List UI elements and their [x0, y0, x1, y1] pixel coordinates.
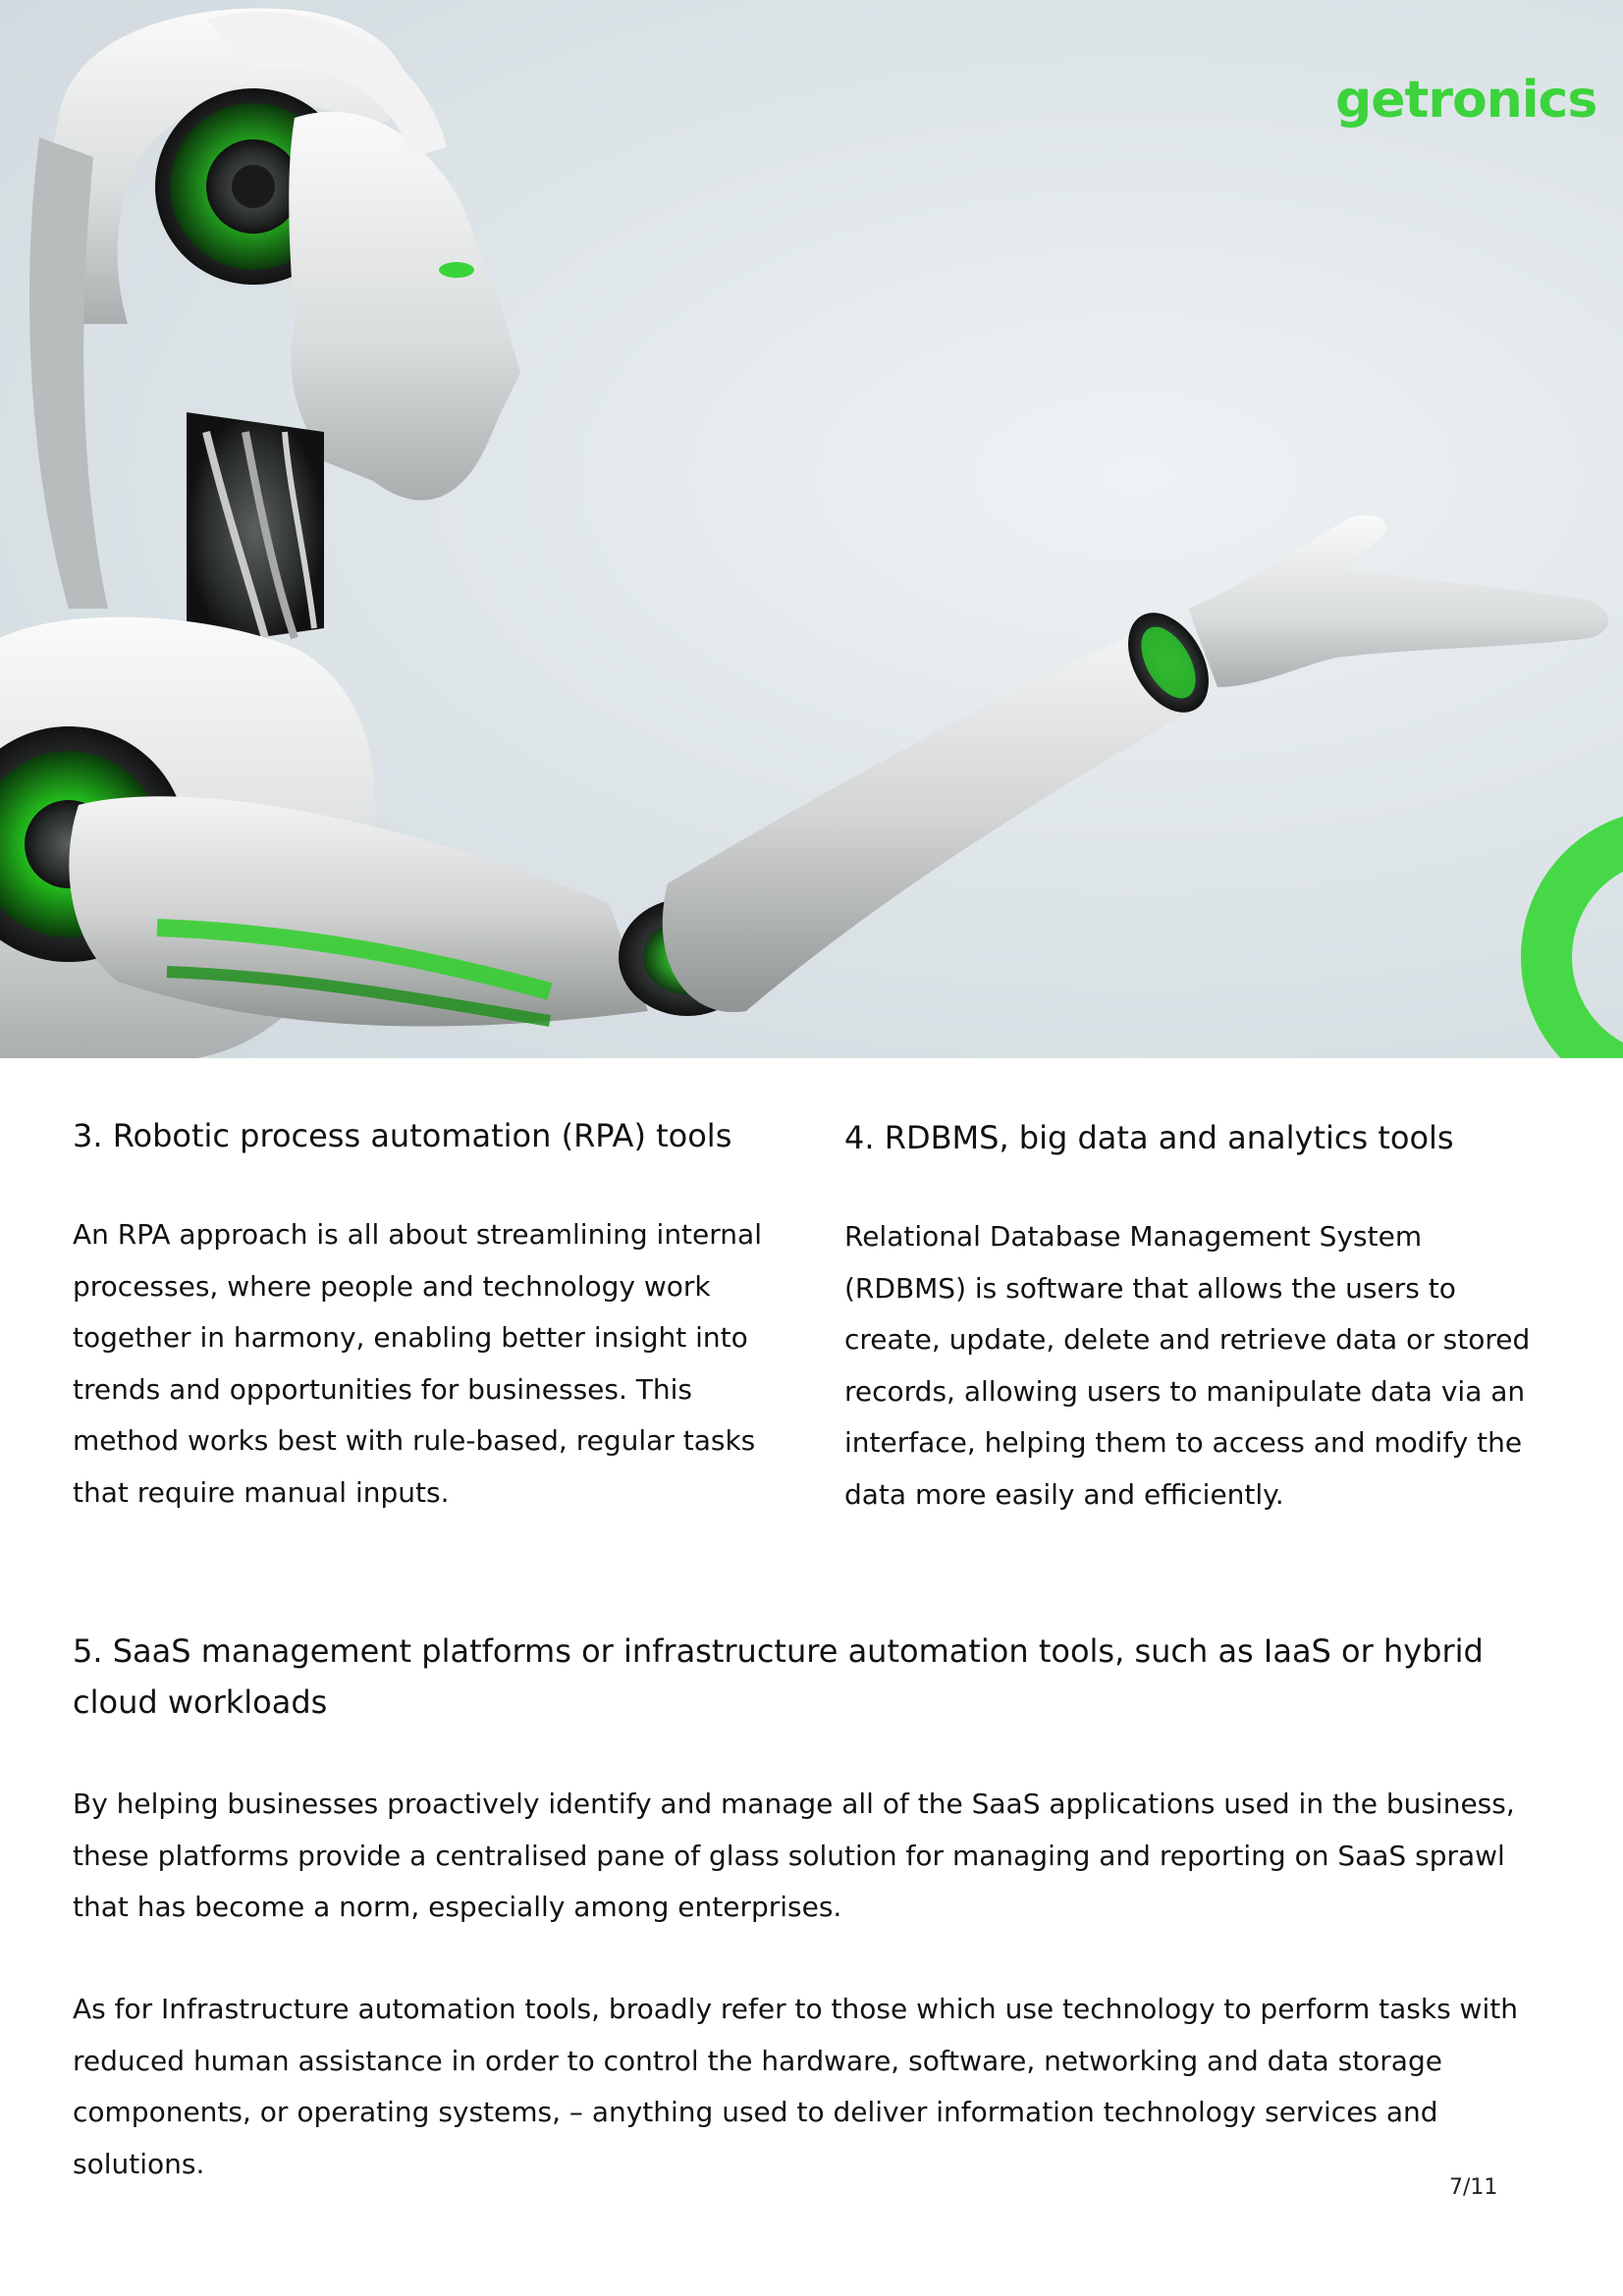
section-5-heading: 5. SaaS management platforms or infrastructure automation tools, such as IaaS or hybrid cloud workloads [73, 1632, 1484, 1721]
robot-illustration [0, 0, 1623, 1058]
section-5-paragraph-2: As for Infrastructure automation tools, broadly refer to those which use technology to perform tasks with reduced human assistance in order to control the hardware, software, networking and data storage components, or operating systems, – anything used to deliver information technology services and solutions. [73, 1993, 1518, 2180]
page-number: 7/11 [1449, 2175, 1498, 2200]
hero-image [0, 0, 1623, 1058]
section-3-heading: 3. Robotic process automation (RPA) tools [73, 1117, 732, 1154]
section-4-body: Relational Database Management System (RDBMS) is software that allows the users to create, update, delete and retrieve data or stored records, allowing users to manipulate data via an interface, helping them to access and modify the data more easily and efficiently. [844, 1220, 1531, 1511]
section-4-heading: 4. RDBMS, big data and analytics tools [844, 1119, 1454, 1156]
section-5-paragraph-1: By helping businesses proactively identify and manage all of the SaaS applications used in the business, these platforms provide a centralised pane of glass solution for managing and reporting on SaaS sprawl that has become a norm, especially among enterprises. [73, 1788, 1515, 1923]
section-3-body: An RPA approach is all about streamlining internal processes, where people and technology work together in harmony, enabling better insight into trends and opportunities for businesses. This method works best with rule-based, regular tasks that require manual inputs. [73, 1218, 762, 1509]
getronics-logo: getronics [1335, 71, 1597, 130]
